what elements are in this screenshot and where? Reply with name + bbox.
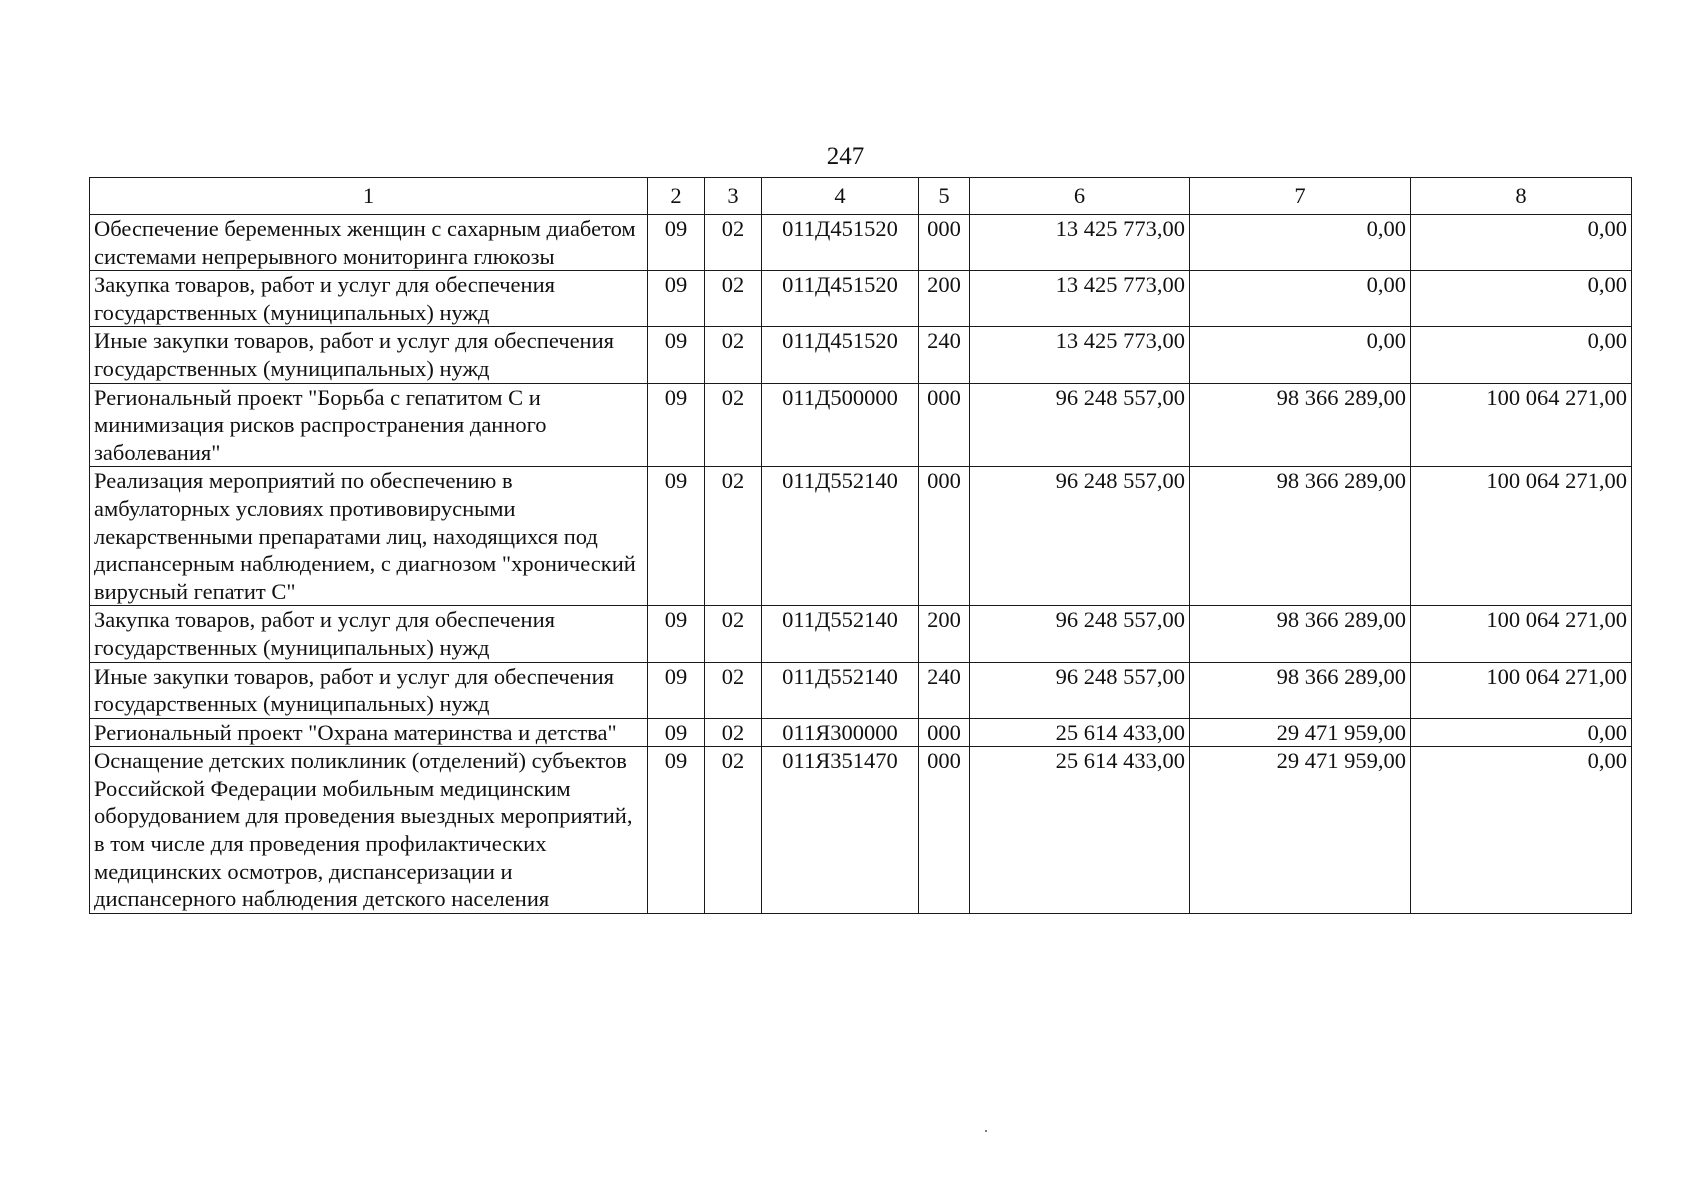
- row-subsection-code: 02: [705, 718, 762, 747]
- row-amount-col-7: 29 471 959,00: [1190, 718, 1411, 747]
- row-section-code: 09: [648, 718, 705, 747]
- row-amount-col-6: 96 248 557,00: [970, 383, 1190, 467]
- row-name: Оснащение детских поликлиник (отделений) субъектов Российской Федерации мобильным медицинским оборудованием для проведения выездных мероприятий, в том числе для проведения профилактических медицинских осмотров, диспансеризации и диспансерного наблюдения детского населения: [90, 747, 648, 914]
- row-amount-col-8: 0,00: [1411, 271, 1632, 327]
- row-amount-col-7: 98 366 289,00: [1190, 383, 1411, 467]
- scan-speck: [985, 1130, 987, 1132]
- row-subsection-code: 02: [705, 327, 762, 383]
- row-subsection-code: 02: [705, 271, 762, 327]
- row-expense-type-code: 000: [919, 383, 970, 467]
- row-amount-col-6: 96 248 557,00: [970, 467, 1190, 606]
- row-expense-type-code: 200: [919, 606, 970, 662]
- row-amount-col-7: 98 366 289,00: [1190, 662, 1411, 718]
- table-row: [90, 467, 1632, 606]
- row-amount-col-8: 0,00: [1411, 747, 1632, 914]
- row-name: Иные закупки товаров, работ и услуг для обеспечения государственных (муниципальных) нужд: [90, 327, 648, 383]
- row-amount-col-6: 96 248 557,00: [970, 606, 1190, 662]
- header-col-3: 3: [705, 178, 762, 215]
- row-section-code: 09: [648, 747, 705, 914]
- row-amount-col-6: 13 425 773,00: [970, 215, 1190, 271]
- row-amount-col-7: 0,00: [1190, 327, 1411, 383]
- row-target-code: 011Д451520: [762, 271, 919, 327]
- row-amount-col-6: 96 248 557,00: [970, 662, 1190, 718]
- row-section-code: 09: [648, 327, 705, 383]
- row-expense-type-code: 000: [919, 747, 970, 914]
- row-name: Закупка товаров, работ и услуг для обеспечения государственных (муниципальных) нужд: [90, 271, 648, 327]
- row-amount-col-8: 0,00: [1411, 718, 1632, 747]
- row-subsection-code: 02: [705, 747, 762, 914]
- row-name: Закупка товаров, работ и услуг для обеспечения государственных (муниципальных) нужд: [90, 606, 648, 662]
- row-amount-col-7: 29 471 959,00: [1190, 747, 1411, 914]
- row-target-code: 011Д552140: [762, 467, 919, 606]
- row-target-code: 011Я300000: [762, 718, 919, 747]
- row-section-code: 09: [648, 271, 705, 327]
- row-subsection-code: 02: [705, 383, 762, 467]
- header-col-1: 1: [90, 178, 648, 215]
- header-col-5: 5: [919, 178, 970, 215]
- row-target-code: 011Д451520: [762, 215, 919, 271]
- row-expense-type-code: 000: [919, 215, 970, 271]
- header-col-2: 2: [648, 178, 705, 215]
- row-amount-col-8: 0,00: [1411, 327, 1632, 383]
- row-name: Региональный проект "Борьба с гепатитом С и минимизация рисков распространения данного заболевания": [90, 383, 648, 467]
- row-expense-type-code: 000: [919, 718, 970, 747]
- row-expense-type-code: 000: [919, 467, 970, 606]
- row-subsection-code: 02: [705, 215, 762, 271]
- row-section-code: 09: [648, 606, 705, 662]
- row-amount-col-7: 98 366 289,00: [1190, 606, 1411, 662]
- row-amount-col-7: 98 366 289,00: [1190, 467, 1411, 606]
- table-row: [90, 271, 1632, 327]
- row-amount-col-8: 0,00: [1411, 215, 1632, 271]
- header-row: [90, 178, 1632, 215]
- table-row: [90, 383, 1632, 467]
- row-expense-type-code: 240: [919, 662, 970, 718]
- row-name: Обеспечение беременных женщин с сахарным диабетом системами непрерывного мониторинга глюкозы: [90, 215, 648, 271]
- header-col-7: 7: [1190, 178, 1411, 215]
- row-amount-col-6: 25 614 433,00: [970, 718, 1190, 747]
- row-amount-col-8: 100 064 271,00: [1411, 606, 1632, 662]
- row-amount-col-7: 0,00: [1190, 215, 1411, 271]
- table-row: [90, 606, 1632, 662]
- row-amount-col-8: 100 064 271,00: [1411, 662, 1632, 718]
- row-name: Региональный проект "Охрана материнства и детства": [90, 718, 648, 747]
- table-row: [90, 327, 1632, 383]
- row-section-code: 09: [648, 662, 705, 718]
- table-header: [90, 178, 1632, 215]
- row-target-code: 011Я351470: [762, 747, 919, 914]
- row-subsection-code: 02: [705, 606, 762, 662]
- row-target-code: 011Д552140: [762, 662, 919, 718]
- row-amount-col-7: 0,00: [1190, 271, 1411, 327]
- table-row: [90, 718, 1632, 747]
- row-target-code: 011Д500000: [762, 383, 919, 467]
- row-section-code: 09: [648, 383, 705, 467]
- row-amount-col-8: 100 064 271,00: [1411, 383, 1632, 467]
- row-expense-type-code: 200: [919, 271, 970, 327]
- table-row: [90, 215, 1632, 271]
- header-col-6: 6: [970, 178, 1190, 215]
- row-amount-col-6: 13 425 773,00: [970, 327, 1190, 383]
- table-body: [90, 215, 1632, 914]
- row-target-code: 011Д451520: [762, 327, 919, 383]
- row-amount-col-8: 100 064 271,00: [1411, 467, 1632, 606]
- row-section-code: 09: [648, 215, 705, 271]
- row-subsection-code: 02: [705, 662, 762, 718]
- header-col-4: 4: [762, 178, 919, 215]
- row-amount-col-6: 25 614 433,00: [970, 747, 1190, 914]
- row-name: Реализация мероприятий по обеспечению в амбулаторных условиях противовирусными лекарственными препаратами лиц, находящихся под диспансерным наблюдением, с диагнозом "хронический вирусный гепатит С": [90, 467, 648, 606]
- budget-table: [89, 177, 1632, 914]
- table-row: [90, 662, 1632, 718]
- row-name: Иные закупки товаров, работ и услуг для обеспечения государственных (муниципальных) нужд: [90, 662, 648, 718]
- page-number: 247: [826, 143, 865, 170]
- row-section-code: 09: [648, 467, 705, 606]
- row-amount-col-6: 13 425 773,00: [970, 271, 1190, 327]
- row-subsection-code: 02: [705, 467, 762, 606]
- header-col-8: 8: [1411, 178, 1632, 215]
- table-row: [90, 747, 1632, 914]
- row-expense-type-code: 240: [919, 327, 970, 383]
- row-target-code: 011Д552140: [762, 606, 919, 662]
